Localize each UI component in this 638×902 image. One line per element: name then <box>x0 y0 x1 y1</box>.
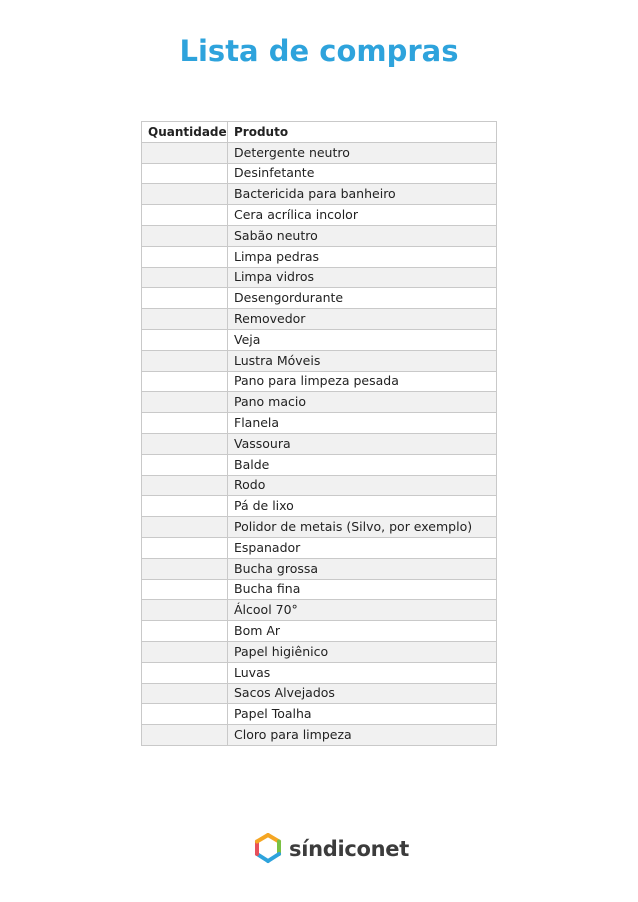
quantity-cell[interactable] <box>142 246 228 267</box>
table-row <box>142 621 497 642</box>
table-row <box>142 205 497 226</box>
product-cell: Vassoura <box>228 433 497 454</box>
quantity-cell[interactable] <box>142 205 228 226</box>
product-column-header: Produto <box>228 122 497 143</box>
table-row <box>142 517 497 538</box>
product-cell: Desengordurante <box>228 288 497 309</box>
quantity-column-header: Quantidade <box>142 122 228 143</box>
table-row <box>142 267 497 288</box>
quantity-cell[interactable] <box>142 371 228 392</box>
quantity-cell[interactable] <box>142 704 228 725</box>
quantity-cell[interactable] <box>142 413 228 434</box>
product-cell: Veja <box>228 329 497 350</box>
quantity-cell[interactable] <box>142 163 228 184</box>
product-cell: Papel Toalha <box>228 704 497 725</box>
product-cell: Bucha grossa <box>228 558 497 579</box>
product-cell: Álcool 70° <box>228 600 497 621</box>
quantity-cell[interactable] <box>142 392 228 413</box>
quantity-cell[interactable] <box>142 662 228 683</box>
product-cell: Detergente neutro <box>228 142 497 163</box>
product-cell: Sabão neutro <box>228 225 497 246</box>
table-row <box>142 433 497 454</box>
quantity-cell[interactable] <box>142 558 228 579</box>
quantity-cell[interactable] <box>142 433 228 454</box>
quantity-cell[interactable] <box>142 350 228 371</box>
table-row <box>142 163 497 184</box>
table-row <box>142 704 497 725</box>
table-row <box>142 475 497 496</box>
table-row <box>142 246 497 267</box>
product-cell: Limpa pedras <box>228 246 497 267</box>
quantity-cell[interactable] <box>142 621 228 642</box>
table-row <box>142 350 497 371</box>
table-row <box>142 142 497 163</box>
table-row <box>142 225 497 246</box>
product-cell: Cera acrílica incolor <box>228 205 497 226</box>
logo-wordmark: síndiconet <box>289 837 409 861</box>
quantity-cell[interactable] <box>142 309 228 330</box>
table-row <box>142 537 497 558</box>
product-cell: Pano macio <box>228 392 497 413</box>
quantity-cell[interactable] <box>142 496 228 517</box>
product-cell: Espanador <box>228 537 497 558</box>
quantity-cell[interactable] <box>142 725 228 746</box>
page-title: Lista de compras <box>179 34 459 68</box>
product-cell: Sacos Alvejados <box>228 683 497 704</box>
table-row <box>142 725 497 746</box>
quantity-cell[interactable] <box>142 329 228 350</box>
quantity-cell[interactable] <box>142 225 228 246</box>
product-cell: Bucha fina <box>228 579 497 600</box>
product-cell: Desinfetante <box>228 163 497 184</box>
table-row <box>142 392 497 413</box>
product-cell: Balde <box>228 454 497 475</box>
product-cell: Limpa vidros <box>228 267 497 288</box>
table-row <box>142 496 497 517</box>
table-row <box>142 641 497 662</box>
shopping-list-table <box>141 121 497 746</box>
product-cell: Lustra Móveis <box>228 350 497 371</box>
product-cell: Removedor <box>228 309 497 330</box>
product-cell: Pano para limpeza pesada <box>228 371 497 392</box>
quantity-cell[interactable] <box>142 267 228 288</box>
quantity-cell[interactable] <box>142 683 228 704</box>
table-row <box>142 413 497 434</box>
quantity-cell[interactable] <box>142 600 228 621</box>
quantity-cell[interactable] <box>142 142 228 163</box>
product-cell: Polidor de metais (Silvo, por exemplo) <box>228 517 497 538</box>
hexagon-logo-icon <box>254 833 282 865</box>
table-row <box>142 600 497 621</box>
quantity-cell[interactable] <box>142 537 228 558</box>
product-cell: Papel higiênico <box>228 641 497 662</box>
table-row <box>142 288 497 309</box>
product-cell: Rodo <box>228 475 497 496</box>
table-row <box>142 184 497 205</box>
table-row <box>142 454 497 475</box>
product-cell: Flanela <box>228 413 497 434</box>
product-cell: Cloro para limpeza <box>228 725 497 746</box>
table-body <box>142 142 497 745</box>
quantity-cell[interactable] <box>142 454 228 475</box>
quantity-cell[interactable] <box>142 641 228 662</box>
product-cell: Bom Ar <box>228 621 497 642</box>
quantity-cell[interactable] <box>142 579 228 600</box>
table-row <box>142 662 497 683</box>
table-row <box>142 558 497 579</box>
sindiconet-logo <box>254 832 409 866</box>
product-cell: Bactericida para banheiro <box>228 184 497 205</box>
quantity-cell[interactable] <box>142 475 228 496</box>
product-cell: Pá de lixo <box>228 496 497 517</box>
quantity-cell[interactable] <box>142 184 228 205</box>
table-row <box>142 579 497 600</box>
table-row <box>142 329 497 350</box>
quantity-cell[interactable] <box>142 517 228 538</box>
table-row <box>142 309 497 330</box>
quantity-cell[interactable] <box>142 288 228 309</box>
product-cell: Luvas <box>228 662 497 683</box>
table-header-row <box>142 122 497 143</box>
table-row <box>142 683 497 704</box>
table-row <box>142 371 497 392</box>
